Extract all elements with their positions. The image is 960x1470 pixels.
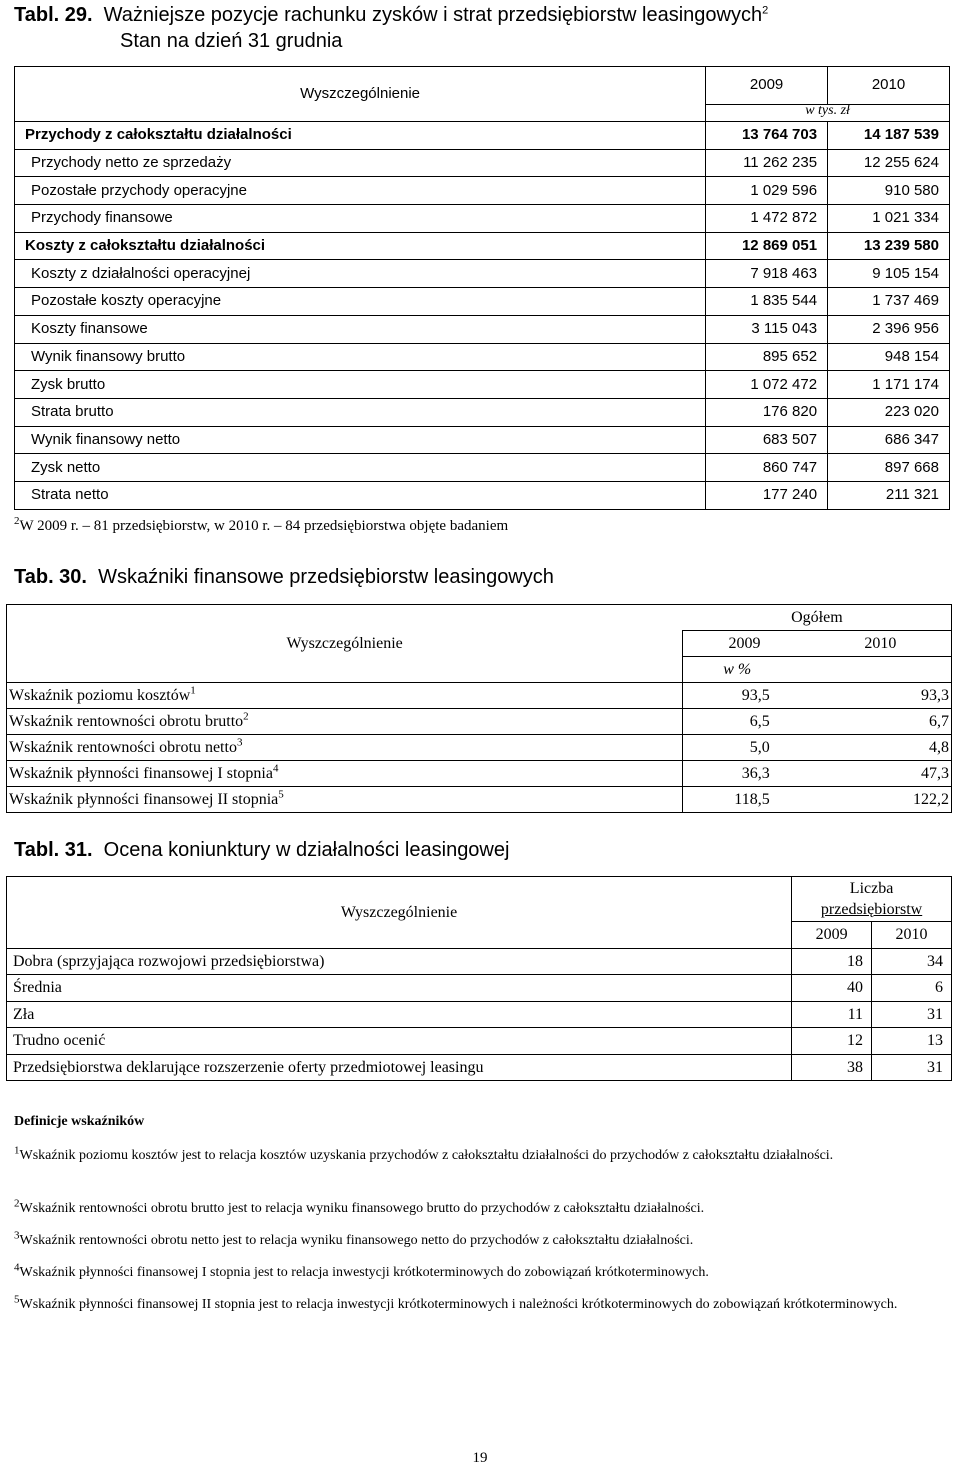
row-label: Wskaźnik płynności finansowej I stopnia (9, 765, 273, 782)
value-2010: 223 020 (828, 398, 950, 426)
value-2009: 93,5 (683, 683, 772, 709)
value-2010: 93,3 (772, 683, 952, 709)
value-2009: 1 835 544 (706, 288, 828, 316)
table-30-header-row-1 (7, 605, 952, 631)
value-2009: 683 507 (706, 426, 828, 454)
value-2010: 14 187 539 (828, 122, 950, 150)
row-label: Strata netto (15, 481, 706, 509)
table-31-group-header (792, 877, 952, 922)
value-2009: 38 (792, 1054, 872, 1081)
value-2009: 177 240 (706, 481, 828, 509)
table-31-col-label: Wyszczególnienie (7, 877, 792, 949)
value-2009: 12 (792, 1028, 872, 1055)
value-2010: 6,7 (772, 709, 952, 735)
table-29-col-label: Wyszczególnienie (15, 67, 706, 122)
value-2009: 40 (792, 975, 872, 1002)
row-label: Pozostałe koszty operacyjne (15, 288, 706, 316)
value-2009: 118,5 (683, 787, 772, 813)
definition-text: Wskaźnik płynności finansowej I stopnia jest to relacja inwestycji krótkoterminowych do zobowiązań krótkoterminowych. (19, 1265, 709, 1280)
table-29-col-2010: 2010 (828, 67, 950, 105)
row-label: Wskaźnik poziomu kosztów (9, 687, 191, 704)
value-2009: 18 (792, 948, 872, 975)
value-2009: 895 652 (706, 343, 828, 371)
table-row (15, 122, 950, 150)
value-2010: 9 105 154 (828, 260, 950, 288)
row-label: Koszty z całokształtu działalności (15, 232, 706, 260)
table-29-header-row (15, 67, 950, 105)
table-29 (14, 66, 950, 510)
row-label: Zysk netto (15, 454, 706, 482)
table-row (15, 288, 950, 316)
row-label: Przedsiębiorstwa deklarujące rozszerzenie oferty przedmiotowej leasingu (7, 1054, 792, 1081)
table-row (15, 343, 950, 371)
value-2009: 11 262 235 (706, 149, 828, 177)
table-row (15, 481, 950, 509)
definition-item (14, 1145, 950, 1166)
table-30-unit: w % (683, 657, 952, 683)
table-31-group-line-2: przedsiębiorstw (820, 901, 923, 918)
table-row (7, 948, 952, 975)
row-label: Wynik finansowy brutto (15, 343, 706, 371)
row-label: Trudno ocenić (7, 1028, 792, 1055)
table-30-col-label: Wyszczególnienie (7, 631, 683, 657)
definition-sup: 3 (14, 1229, 20, 1242)
value-2010: 31 (872, 1054, 952, 1081)
value-2009: 860 747 (706, 454, 828, 482)
value-2009: 176 820 (706, 398, 828, 426)
table-29-body (15, 122, 950, 510)
row-label: Przychody finansowe (15, 205, 706, 233)
definitions-title: Definicje wskaźników (14, 1114, 145, 1129)
row-label-cell (7, 761, 683, 787)
row-label: Przychody z całokształtu działalności (15, 122, 706, 150)
table-30-col-2009: 2009 (683, 631, 772, 657)
value-2010: 122,2 (772, 787, 952, 813)
table-29-subtitle: Stan na dzień 31 grudnia (120, 30, 343, 52)
value-2010: 4,8 (772, 735, 952, 761)
table-31-header-row-1 (7, 877, 952, 922)
row-label-sup: 2 (243, 710, 249, 723)
value-2009: 11 (792, 1001, 872, 1028)
row-label: Pozostałe przychody operacyjne (15, 177, 706, 205)
value-2010: 897 668 (828, 454, 950, 482)
page-number: 19 (472, 1450, 488, 1466)
table-row (7, 683, 952, 709)
value-2010: 13 (872, 1028, 952, 1055)
table-row (15, 315, 950, 343)
value-2009: 13 764 703 (706, 122, 828, 150)
value-2009: 3 115 043 (706, 315, 828, 343)
row-label: Wskaźnik rentowności obrotu brutto (9, 713, 244, 730)
table-29-footnote (14, 515, 509, 535)
value-2010: 2 396 956 (828, 315, 950, 343)
table-row (7, 1028, 952, 1055)
table-row (7, 761, 952, 787)
row-label-cell (7, 709, 683, 735)
table-31-title-text: Ocena koniunktury w działalności leasingowej (103, 839, 510, 861)
value-2010: 34 (872, 948, 952, 975)
value-2009: 12 869 051 (706, 232, 828, 260)
table-31-title (14, 839, 509, 862)
value-2010: 13 239 580 (828, 232, 950, 260)
value-2010: 47,3 (772, 761, 952, 787)
table-row (7, 735, 952, 761)
table-31-col-2009: 2009 (792, 922, 872, 949)
table-row (7, 1001, 952, 1028)
table-row (7, 1054, 952, 1081)
definition-item (14, 1294, 950, 1315)
table-29-label: Tabl. 29. (14, 4, 93, 26)
value-2010: 12 255 624 (828, 149, 950, 177)
table-29-footnote-sup: 2 (14, 515, 20, 527)
table-31 (6, 876, 952, 1081)
row-label: Zysk brutto (15, 371, 706, 399)
value-2009: 1 029 596 (706, 177, 828, 205)
table-29-title-text: Ważniejsze pozycje rachunku zysków i strat przedsiębiorstw leasingowych (103, 4, 763, 26)
table-29-title (14, 4, 768, 26)
table-29-title-sup: 2 (762, 4, 769, 17)
value-2010: 1 171 174 (828, 371, 950, 399)
row-label: Koszty finansowe (15, 315, 706, 343)
definition-item (14, 1230, 950, 1251)
table-30-body (7, 683, 952, 813)
table-row (15, 371, 950, 399)
table-29-unit: w tys. zł (706, 104, 950, 121)
table-30-header-row-3 (7, 657, 952, 683)
value-2010: 31 (872, 1001, 952, 1028)
table-31-group-line-1: Liczba (849, 880, 894, 897)
table-row (7, 975, 952, 1002)
value-2009: 1 472 872 (706, 205, 828, 233)
row-label-sup: 4 (272, 762, 279, 775)
value-2010: 211 321 (828, 481, 950, 509)
row-label: Koszty z działalności operacyjnej (15, 260, 706, 288)
table-row (7, 787, 952, 813)
value-2010: 6 (872, 975, 952, 1002)
row-label-cell (7, 787, 683, 813)
value-2009: 1 072 472 (706, 371, 828, 399)
table-row (15, 232, 950, 260)
table-row (15, 260, 950, 288)
table-31-col-2010: 2010 (872, 922, 952, 949)
row-label: Wskaźnik płynności finansowej II stopnia (9, 791, 279, 808)
row-label: Dobra (sprzyjająca rozwojowi przedsiębiorstwa) (7, 948, 792, 975)
table-30-title-text: Wskaźniki finansowe przedsiębiorstw leasingowych (98, 566, 554, 588)
value-2009: 6,5 (683, 709, 772, 735)
value-2010: 686 347 (828, 426, 950, 454)
definition-sup: 4 (14, 1261, 20, 1274)
table-row (15, 398, 950, 426)
definition-sup: 2 (14, 1197, 20, 1210)
row-label: Zła (7, 1001, 792, 1028)
table-row (15, 149, 950, 177)
table-29-footnote-text: W 2009 r. – 81 przedsiębiorstw, w 2010 r. – 84 przedsiębiorstwa objęte badaniem (19, 518, 509, 534)
definition-sup: 1 (14, 1144, 20, 1157)
value-2009: 5,0 (683, 735, 772, 761)
definition-text: Wskaźnik rentowności obrotu netto jest to relacja wyniku finansowego netto do przychodów z całokształtu działalności. (19, 1233, 694, 1248)
value-2010: 910 580 (828, 177, 950, 205)
table-row (15, 205, 950, 233)
value-2009: 7 918 463 (706, 260, 828, 288)
table-31-label: Tabl. 31. (14, 839, 93, 861)
table-row (7, 709, 952, 735)
definition-text: Wskaźnik poziomu kosztów jest to relacja kosztów uzyskania przychodów z całokształtu działalności do przychodów z całokształtu działalności. (19, 1148, 834, 1163)
row-label-sup: 5 (278, 788, 284, 801)
table-30 (6, 604, 952, 813)
row-label: Strata brutto (15, 398, 706, 426)
table-row (15, 454, 950, 482)
definition-sup: 5 (14, 1293, 20, 1306)
table-row (15, 177, 950, 205)
value-2010: 1 737 469 (828, 288, 950, 316)
value-2010: 1 021 334 (828, 205, 950, 233)
definition-item (14, 1198, 950, 1219)
table-30-header-row-2 (7, 631, 952, 657)
table-29-col-2009: 2009 (706, 67, 828, 105)
definition-text: Wskaźnik rentowności obrotu brutto jest to relacja wyniku finansowego brutto do przychodów z całokształtu działalności. (19, 1201, 705, 1216)
row-label: Przychody netto ze sprzedaży (15, 149, 706, 177)
table-31-body (7, 948, 952, 1081)
row-label-cell (7, 683, 683, 709)
row-label: Wskaźnik rentowności obrotu netto (9, 739, 237, 756)
row-label-cell (7, 735, 683, 761)
value-2009: 36,3 (683, 761, 772, 787)
definition-text: Wskaźnik płynności finansowej II stopnia jest to relacja inwestycji krótkoterminowych i należności krótkoterminowych do zobowiązań krótkoterminowych. (19, 1297, 898, 1312)
row-label: Średnia (7, 975, 792, 1002)
table-30-title (14, 566, 554, 589)
table-30-col-2010: 2010 (772, 631, 952, 657)
row-label-sup: 3 (236, 736, 243, 749)
value-2010: 948 154 (828, 343, 950, 371)
table-row (15, 426, 950, 454)
definition-item (14, 1262, 950, 1283)
row-label-sup: 1 (190, 684, 196, 697)
table-30-label: Tab. 30. (14, 566, 87, 588)
row-label: Wynik finansowy netto (15, 426, 706, 454)
table-30-group-header: Ogółem (683, 605, 952, 631)
